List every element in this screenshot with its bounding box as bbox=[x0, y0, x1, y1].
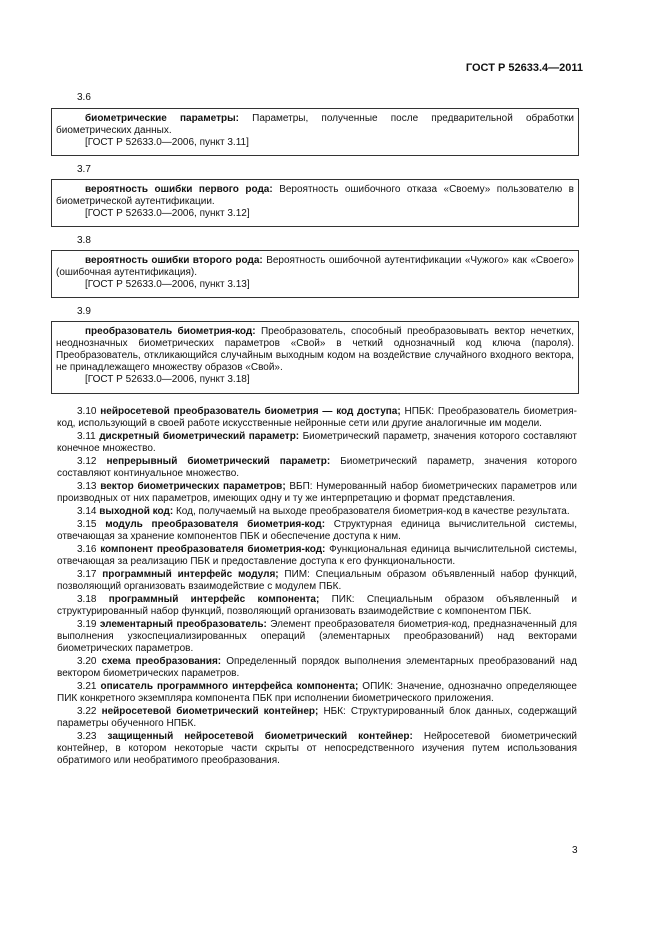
term-title: вектор биометрических параметров; bbox=[100, 481, 286, 492]
term-title: защищенный нейросетевой биометрический контейнер: bbox=[107, 731, 413, 742]
term-entry: 3.21 описатель программного интерфейса компонента; ОПИК: Значение, однозначно определяющее ПИК конкретного экземпляра компонента ПБК при исполнении биометрического приложения. bbox=[57, 681, 577, 704]
term-entry: 3.14 выходной код: Код, получаемый на выходе преобразователя биометрия-код в качестве результата. bbox=[77, 506, 570, 517]
term-title: биометрические параметры: bbox=[85, 113, 239, 124]
term-definition: Определенный порядок выполнения элементарных преобразований над вектором биометрических параметров. bbox=[57, 656, 577, 679]
term-entry: 3.12 непрерывный биометрический параметр: Биометрический параметр, значения которого составляют континуальное множество. bbox=[57, 456, 577, 479]
term-title: программный интерфейс модуля; bbox=[102, 569, 279, 580]
term-title: модуль преобразователя биометрия-код: bbox=[105, 519, 326, 530]
term-title: вероятность ошибки второго рода: bbox=[85, 255, 263, 266]
term-title: выходной код: bbox=[99, 506, 174, 517]
term-definition: Код, получаемый на выходе преобразователя биометрия-код в качестве результата. bbox=[175, 506, 570, 517]
term-definition: НБК: Структурированный блок данных, содержащий параметры обученного НПБК. bbox=[57, 706, 577, 729]
term-entry: 3.17 программный интерфейс модуля; ПИМ: Специальным образом объявленный набор функций, позволяющий организовать взаимодействие с модулем ПБК. bbox=[57, 569, 578, 592]
term-number: 3.6 bbox=[77, 92, 91, 103]
term-title: дискретный биометрический параметр: bbox=[99, 431, 300, 442]
boxed-term bbox=[51, 179, 579, 227]
term-definition: ОПИК: Значение, однозначно определяющее ПИК конкретного экземпляра компонента ПБК при исполнении биометрического приложения. bbox=[57, 681, 577, 704]
term-entry: 3.13 вектор биометрических параметров; ВБП: Нумерованный набор биометрических параметров или производных от них параметров, имеющих одну и ту же интерпретацию и формат представления. bbox=[57, 481, 578, 504]
term-title: непрерывный биометрический параметр: bbox=[106, 456, 331, 467]
term-entry: 3.22 нейросетевой биометрический контейнер; НБК: Структурированный блок данных, содержащий параметры обученного НПБК. bbox=[57, 706, 577, 729]
term-title: описатель программного интерфейса компонента; bbox=[100, 681, 359, 692]
boxed-term bbox=[51, 321, 579, 394]
term-entry: 3.11 дискретный биометрический параметр: Биометрический параметр, значения которого составляют конечное множество. bbox=[57, 431, 577, 454]
term-source: [ГОСТ Р 52633.0—2006, пункт 3.18] bbox=[85, 374, 250, 385]
term-source: [ГОСТ Р 52633.0—2006, пункт 3.13] bbox=[85, 279, 250, 290]
term-number: 3.8 bbox=[77, 235, 91, 246]
term-title: вероятность ошибки первого рода: bbox=[85, 184, 273, 195]
page-number: 3 bbox=[572, 845, 578, 856]
term-definition: ПИК: Специальным образом объявленный и структурированный набор функций, позволяющий организовать взаимодействие с компонентом ПБК. bbox=[57, 594, 578, 617]
term-title: схема преобразования: bbox=[101, 656, 222, 667]
term-entry: 3.16 компонент преобразователя биометрия-код: Функциональная единица вычислительной системы, отвечающая за реализацию ПБК и предоставление доступа к его функциональности. bbox=[57, 544, 577, 567]
term-definition: Преобразователь, способный преобразовывать вектор нечетких, неоднозначных биометрических параметров «Свой» в четкий однозначный код ключа (пароля). Преобразователь, откликающийся случайным выходным кодом на воздействие случайного входного вектора, не принадлежащего множеству образов «Свой». bbox=[56, 326, 574, 373]
term-title: компонент преобразователя биометрия-код: bbox=[100, 544, 326, 555]
term-definition: Параметры, полученные после предварительной обработки биометрических данных. bbox=[56, 113, 574, 136]
term-entry: 3.10 нейросетевой преобразователь биометрия — код доступа; НПБК: Преобразователь биометрия-код, использующий в своей работе искусственные нейронные сети или другие аналогичные им модели. bbox=[57, 406, 577, 429]
term-definition: Функциональная единица вычислительной системы, отвечающая за реализацию ПБК и предоставление доступа к его функциональности. bbox=[57, 544, 577, 567]
boxed-term bbox=[51, 108, 579, 156]
term-title: нейросетевой преобразователь биометрия — код доступа; bbox=[100, 406, 401, 417]
term-entry: 3.20 схема преобразования: Определенный порядок выполнения элементарных преобразований над вектором биометрических параметров. bbox=[57, 656, 577, 679]
term-source: [ГОСТ Р 52633.0—2006, пункт 3.11] bbox=[85, 137, 249, 148]
term-definition: Нейросетевой биометрический контейнер, в котором некоторые части скрыты от непосредственного изучения путем использования обратимого или необратимого преобразования. bbox=[57, 731, 578, 766]
term-definition: Элемент преобразователя биометрия-код, предназначенный для выполнения узкоспециализированных операций (элементарных преобразований) над векторами биометрических параметров. bbox=[57, 619, 577, 654]
term-entry: 3.15 модуль преобразователя биометрия-код: Структурная единица вычислительной системы, отвечающая за хранение компонентов ПБК и обеспечение доступа к ним. bbox=[57, 519, 578, 542]
boxed-term bbox=[51, 250, 579, 298]
term-title: программный интерфейс компонента; bbox=[108, 594, 320, 605]
term-title: преобразователь биометрия-код: bbox=[85, 326, 256, 337]
document-header: ГОСТ Р 52633.4—2011 bbox=[465, 62, 583, 74]
term-title: нейросетевой биометрический контейнер; bbox=[101, 706, 319, 717]
term-definition: ПИМ: Специальным образом объявленный набор функций, позволяющий организовать взаимодействие с модулем ПБК. bbox=[57, 569, 578, 592]
term-definition: Вероятность ошибочного отказа «Своему» пользователю в биометрической аутентификации. bbox=[56, 184, 574, 207]
term-entry: 3.23 защищенный нейросетевой биометрический контейнер: Нейросетевой биометрический контейнер, в котором некоторые части скрыты от непосредственного изучения путем использования обратимого или необратимого преобразования. bbox=[57, 731, 578, 766]
term-title: элементарный преобразователь: bbox=[99, 619, 267, 630]
term-number: 3.7 bbox=[77, 164, 91, 175]
term-definition: НПБК: Преобразователь биометрия-код, использующий в своей работе искусственные нейронные сети или другие аналогичные им модели. bbox=[57, 406, 577, 429]
term-entry: 3.19 элементарный преобразователь: Элемент преобразователя биометрия-код, предназначенный для выполнения узкоспециализированных операций (элементарных преобразований) над векторами биометрических параметров. bbox=[57, 619, 577, 654]
term-definition: ВБП: Нумерованный набор биометрических параметров или производных от них параметров, имеющих одну и ту же интерпретацию и формат представления. bbox=[57, 481, 578, 504]
term-source: [ГОСТ Р 52633.0—2006, пункт 3.12] bbox=[85, 208, 250, 219]
term-definition: Структурная единица вычислительной системы, отвечающая за хранение компонентов ПБК и обеспечение доступа к ним. bbox=[57, 519, 578, 542]
term-number: 3.9 bbox=[77, 306, 91, 317]
term-definition: Биометрический параметр, значения которого составляют континуальное множество. bbox=[57, 456, 577, 479]
terms-list bbox=[57, 406, 577, 768]
term-definition: Вероятность ошибочной аутентификации «Чужого» как «Своего» (ошибочная аутентификация). bbox=[56, 255, 574, 278]
term-entry: 3.18 программный интерфейс компонента; ПИК: Специальным образом объявленный и структурированный набор функций, позволяющий организовать взаимодействие с компонентом ПБК. bbox=[57, 594, 578, 617]
term-definition: Биометрический параметр, значения которого составляют конечное множество. bbox=[57, 431, 577, 454]
